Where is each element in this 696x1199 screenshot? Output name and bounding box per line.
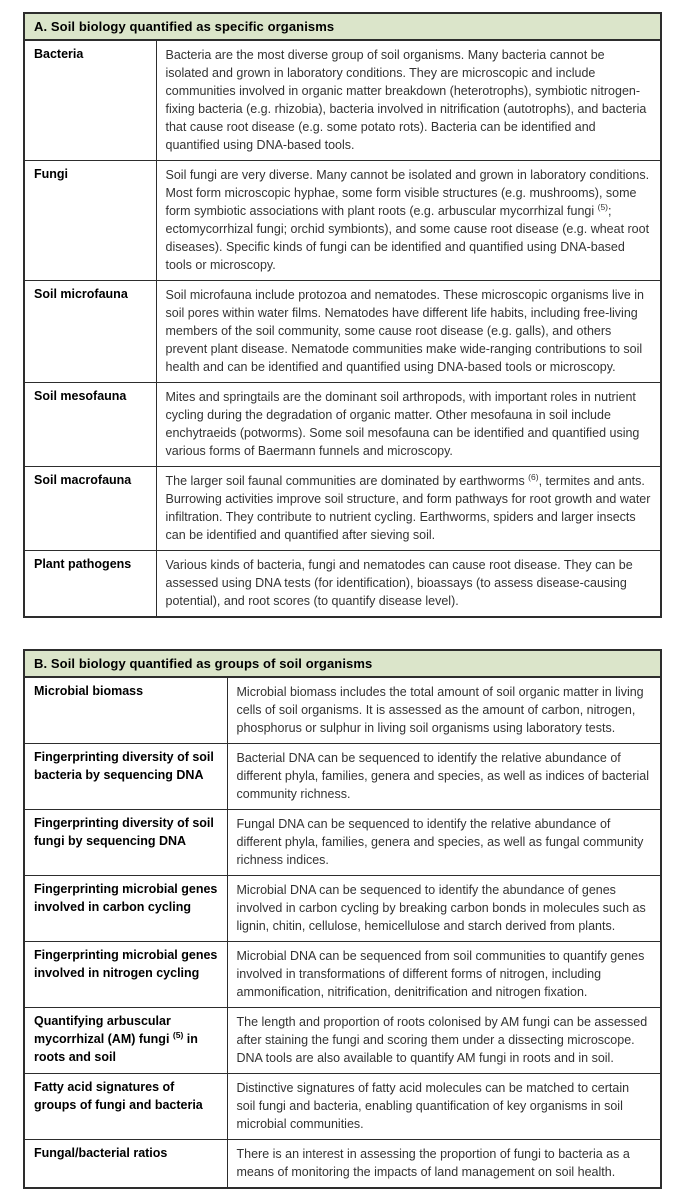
description-text: Soil fungi are very diverse. Many cannot be isolated and grown in laboratory conditions. Most form microscopic hyphae, some form visible structures (e.g. mushrooms), some form symbiotic associations with plant roots (e.g. arbuscular mycorrhizal fungi xyxy=(165,168,650,218)
table-row-microbial-biomass xyxy=(24,677,661,744)
footnote-ref-5: (5) xyxy=(172,1029,184,1040)
row-description: Bacteria are the most diverse group of soil organisms. Many bacteria cannot be isolated and grown in laboratory conditions. They are microscopic and include communities involved in organic matter breakdown (heterotrophs), symbiotic nitrogen-fixing bacteria (e.g. rhizobia), bacteria involved in nitrification (autotrophs), and bacteria that cause root disease (e.g. some potato rots). Bacteria can be identified and quantified using DNA-based tools. xyxy=(156,40,661,161)
row-description xyxy=(156,161,661,281)
row-label: Fingerprinting microbial genes involved in nitrogen cycling xyxy=(24,942,227,1008)
row-label: Fingerprinting diversity of soil bacteria by sequencing DNA xyxy=(24,744,227,810)
description-text: , termites and ants. Burrowing activities improve soil structure, and form pathways for root growth and water infiltration. They contribute to nutrient cycling. Earthworms, spiders and larger insects can be identified and quantified after sieving soil. xyxy=(165,474,651,542)
table-row-bacteria xyxy=(24,40,661,161)
label-text: Quantifying arbuscular mycorrhizal (AM) fungi xyxy=(34,1014,173,1046)
row-description: The length and proportion of roots colonised by AM fungi can be assessed after staining the fungi and scoring them under a dissecting microscope. DNA tools are also available to quantify AM fungi in roots and in soil. xyxy=(227,1008,661,1074)
table-row-fingerprinting-fungi-dna xyxy=(24,810,661,876)
row-description xyxy=(156,467,661,551)
table-row-microbial-genes-carbon xyxy=(24,876,661,942)
row-label: Microbial biomass xyxy=(24,677,227,744)
table-row-soil-mesofauna xyxy=(24,383,661,467)
table-b-header-row xyxy=(24,650,661,677)
row-description: Microbial DNA can be sequenced to identify the abundance of genes involved in carbon cycling by breaking carbon bonds in molecules such as lignin, chitin, cellulose, hemicellulose and starch derived from plants. xyxy=(227,876,661,942)
label-text: in roots and soil xyxy=(34,1031,198,1064)
table-row-fungi xyxy=(24,161,661,281)
table-row-soil-microfauna xyxy=(24,281,661,383)
table-row-fungal-bacterial-ratios xyxy=(24,1140,661,1189)
table-row-microbial-genes-nitrogen xyxy=(24,942,661,1008)
row-description: Mites and springtails are the dominant soil arthropods, with important roles in nutrient cycling during the degradation of organic matter. Other mesofauna in soil include enchytraeids (potworms). Some soil mesofauna can be identified and quantified using various forms of Baermann funnels and microscopy. xyxy=(156,383,661,467)
table-row-plant-pathogens xyxy=(24,551,661,618)
row-label: Bacteria xyxy=(24,40,156,161)
row-label: Soil microfauna xyxy=(24,281,156,383)
row-label: Soil mesofauna xyxy=(24,383,156,467)
row-description: Fungal DNA can be sequenced to identify the relative abundance of different phyla, families, genera and species, as well as fungal community richness indices. xyxy=(227,810,661,876)
row-description: Bacterial DNA can be sequenced to identify the relative abundance of different phyla, families, genera and species, as well as indices of bacterial community richness. xyxy=(227,744,661,810)
table-a-title: A. Soil biology quantified as specific organisms xyxy=(24,13,661,40)
footnote-ref-5: (5) xyxy=(597,201,609,212)
footnote-ref-6: (6) xyxy=(528,471,539,482)
row-label: Plant pathogens xyxy=(24,551,156,618)
row-label: Fungal/bacterial ratios xyxy=(24,1140,227,1189)
row-label: Fungi xyxy=(24,161,156,281)
table-row-fingerprinting-bacteria-dna xyxy=(24,744,661,810)
table-b-groups-of-organisms xyxy=(23,649,662,1189)
description-text: The larger soil faunal communities are dominated by earthworms xyxy=(165,474,529,488)
row-label: Fatty acid signatures of groups of fungi and bacteria xyxy=(24,1074,227,1140)
row-description: Distinctive signatures of fatty acid molecules can be matched to certain soil fungi and bacteria, enabling quantification of key organisms in soil microbial communities. xyxy=(227,1074,661,1140)
description-text: ; ectomycorrhizal fungi; orchid symbionts), and some cause root disease (e.g. wheat root diseases). Specific kinds of fungi can be identified and quantified using DNA-based tools or microscopy. xyxy=(165,204,650,272)
row-label xyxy=(24,1008,227,1074)
table-a-specific-organisms xyxy=(23,12,662,618)
table-row-fatty-acid-signatures xyxy=(24,1074,661,1140)
table-a-header-row xyxy=(24,13,661,40)
row-description: Soil microfauna include protozoa and nematodes. These microscopic organisms live in soil pores within water films. Nematodes have different life habits, including free-living members of the soil community, some cause root disease (e.g. galls), and others prevent plant disease. Nematode communities make wide-ranging contributions to soil health and can be identified and quantified using DNA-based tools or microscopy. xyxy=(156,281,661,383)
table-b-title: B. Soil biology quantified as groups of soil organisms xyxy=(24,650,661,677)
table-row-quantifying-am-fungi xyxy=(24,1008,661,1074)
row-description: Various kinds of bacteria, fungi and nematodes can cause root disease. They can be assessed using DNA tests (for identification), bioassays (to assess disease-causing potential), and root scores (to quantify disease level). xyxy=(156,551,661,618)
row-description: Microbial biomass includes the total amount of soil organic matter in living cells of soil organisms. It is assessed as the amount of carbon, nitrogen, phosphorus or sulphur in living soil organisms using laboratory tests. xyxy=(227,677,661,744)
table-row-soil-macrofauna xyxy=(24,467,661,551)
row-description: Microbial DNA can be sequenced from soil communities to quantify genes involved in transformations of different forms of nitrogen, including ammonification, nitrification, denitrification and nitrogen fixation. xyxy=(227,942,661,1008)
row-label: Fingerprinting microbial genes involved in carbon cycling xyxy=(24,876,227,942)
row-label: Soil macrofauna xyxy=(24,467,156,551)
row-label: Fingerprinting diversity of soil fungi by sequencing DNA xyxy=(24,810,227,876)
row-description: There is an interest in assessing the proportion of fungi to bacteria as a means of monitoring the impacts of land management on soil health. xyxy=(227,1140,661,1189)
